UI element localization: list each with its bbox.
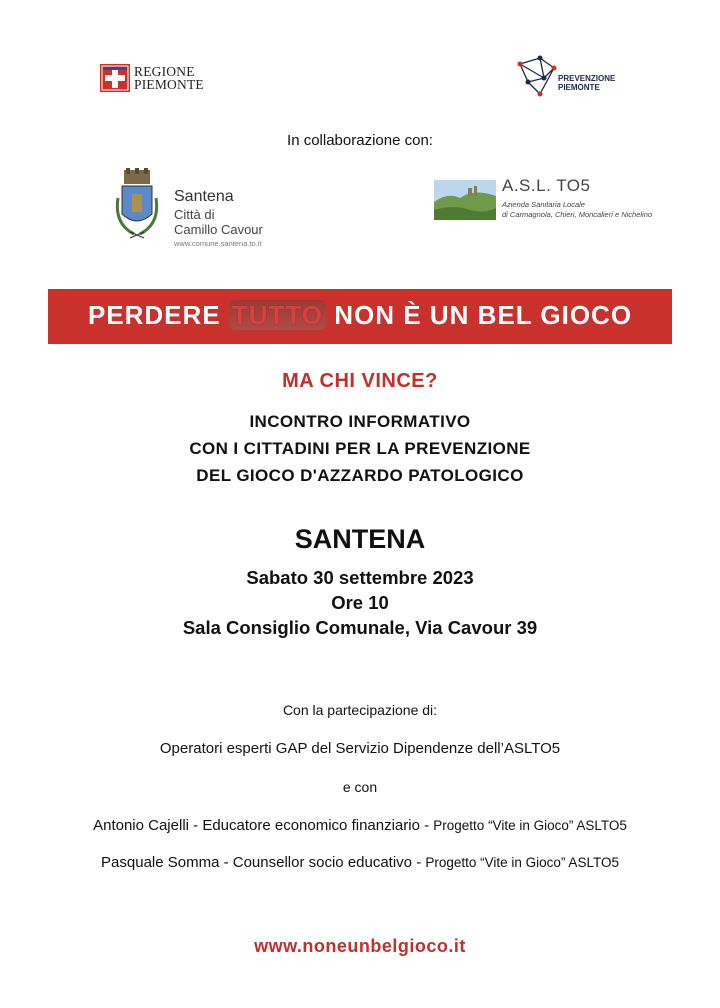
regione-piemonte-text	[134, 65, 204, 91]
participation-and-with: e con	[342, 779, 378, 795]
network-icon	[514, 54, 564, 100]
santena-sub2: Camillo Cavour	[174, 222, 263, 237]
info-line-2: CON I CITTADINI PER LA PREVENZIONE	[189, 439, 531, 458]
participant-2	[0, 854, 720, 871]
campaign-banner	[48, 289, 672, 344]
event-date: Sabato 30 settembre 2023	[246, 567, 474, 588]
prevenzione-piemonte-text	[558, 74, 615, 92]
asl-subtitle-2: di Carmagnola, Chieri, Moncalieri e Nichelino	[502, 210, 653, 219]
info-line-1: INCONTRO INFORMATIVO	[249, 412, 471, 431]
banner-slogan	[48, 300, 672, 331]
prevenzione-piemonte-logo	[514, 54, 624, 100]
participant-1	[0, 817, 720, 834]
info-line-3: DEL GIOCO D'AZZARDO PATOLOGICO	[196, 466, 524, 485]
participation-intro: Con la partecipazione di:	[282, 702, 438, 718]
santena-name: Santena	[174, 188, 234, 205]
participant-1-name: Antonio Cajelli - Educatore economico finanziario -	[93, 817, 434, 834]
event-city: SANTENA	[294, 524, 426, 554]
banner-struck-word: TUTTO	[229, 300, 326, 330]
regione-piemonte-flag-icon	[100, 64, 130, 92]
santena-logo	[114, 168, 294, 252]
banner-after: NON È UN BEL GIOCO	[326, 300, 633, 330]
prevenzione-line2: PIEMONTE	[558, 83, 600, 92]
asl-to5-logo	[434, 176, 674, 232]
participation-operators: Operatori esperti GAP del Servizio Dipendenze dell’ASLTO5	[159, 740, 561, 757]
participant-2-name: Pasquale Somma - Counsellor socio educativo -	[101, 854, 426, 871]
regione-line2: PIEMONTE	[134, 77, 204, 92]
prevenzione-line1: PREVENZIONE	[558, 74, 616, 83]
asl-title: A.S.L. TO5	[502, 176, 591, 195]
website-link[interactable]: www.noneunbelgioco.it	[254, 936, 466, 956]
participant-1-project: Progetto “Vite in Gioco” ASLTO5	[433, 818, 627, 833]
landscape-icon	[434, 180, 496, 220]
participant-2-project: Progetto “Vite in Gioco” ASLTO5	[425, 855, 619, 870]
event-place: Sala Consiglio Comunale, Via Cavour 39	[182, 617, 538, 638]
event-time: Ore 10	[331, 592, 389, 613]
santena-crest-icon	[114, 168, 160, 248]
asl-subtitle-1: Azienda Sanitaria Locale	[502, 200, 585, 209]
subtitle: MA CHI VINCE?	[282, 370, 438, 392]
santena-sub1: Città di	[174, 207, 215, 222]
regione-line1: REGIONE	[134, 64, 195, 79]
santena-url: www.comune.santena.to.it	[174, 239, 262, 248]
banner-before: PERDERE	[87, 300, 229, 330]
regione-piemonte-logo	[100, 62, 204, 94]
collaboration-label: In collaborazione con:	[287, 132, 433, 149]
